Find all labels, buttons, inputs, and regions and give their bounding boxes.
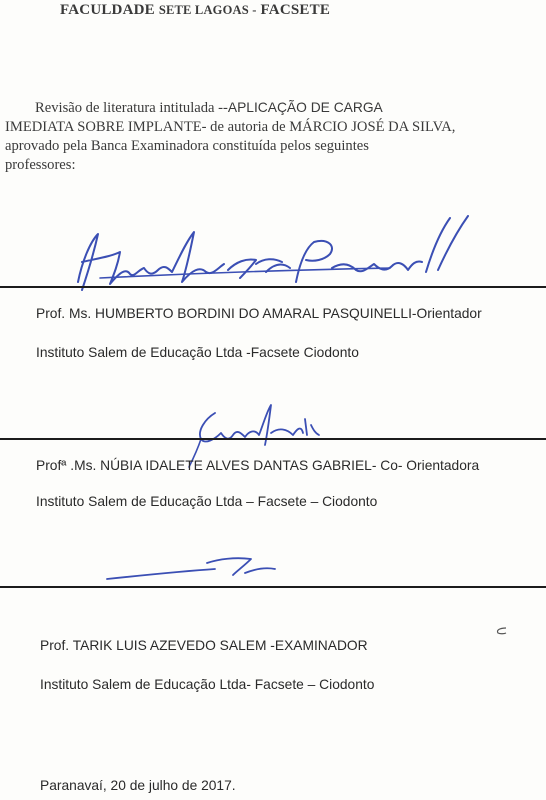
header-acronym: FACSETE: [260, 2, 331, 18]
header-name: FACULDADE: [60, 2, 155, 18]
thesis-title-part-2: IMEDIATA SOBRE IMPLANTE-: [5, 119, 207, 135]
thesis-title-part-1: APLICAÇÃO DE CARGA: [227, 100, 383, 115]
place-and-date: Paranavaí, 20 de julho de 2017.: [40, 778, 236, 793]
header-campus: SETE LAGOAS -: [158, 3, 257, 17]
examiner-2-institution: Instituto Salem de Educação Ltda – Facsete – Ciodonto: [36, 494, 378, 509]
examiner-3-institution: Instituto Salem de Educação Ltda- Facsete – Ciodonto: [40, 677, 375, 692]
signature-line-2: [0, 438, 546, 440]
author-name: MÁRCIO JOSÉ DA SILVA,: [289, 119, 456, 135]
statement-text: Revisão de literatura intitulada --: [35, 100, 228, 116]
statement-line-3: aprovado pela Banca Examinadora constituída pelos seguintes: [5, 138, 369, 154]
examiner-2-name: Profª .Ms. NÚBIA IDALETE ALVES DANTAS GABRIEL- Co- Orientadora: [36, 458, 480, 473]
statement-line-2: [5, 118, 533, 137]
institution-header: [60, 2, 330, 19]
signature-line-1: [0, 286, 546, 288]
statement-line-4: professores:: [5, 157, 76, 173]
signature-line-3: [0, 586, 546, 588]
statement-line-1: [5, 98, 533, 118]
signature-1: [60, 212, 480, 302]
approval-statement: [5, 98, 533, 175]
stray-mark: [494, 626, 510, 636]
statement-text: de autoria de: [206, 119, 290, 135]
examiner-1-institution: Instituto Salem de Educação Ltda -Facsete Ciodonto: [36, 345, 359, 360]
examiner-1-name: Prof. Ms. HUMBERTO BORDINI DO AMARAL PASQUINELLI-Orientador: [36, 306, 482, 321]
examiner-3-name: Prof. TARIK LUIS AZEVEDO SALEM -EXAMINADOR: [40, 638, 368, 653]
signature-3: [95, 545, 295, 585]
